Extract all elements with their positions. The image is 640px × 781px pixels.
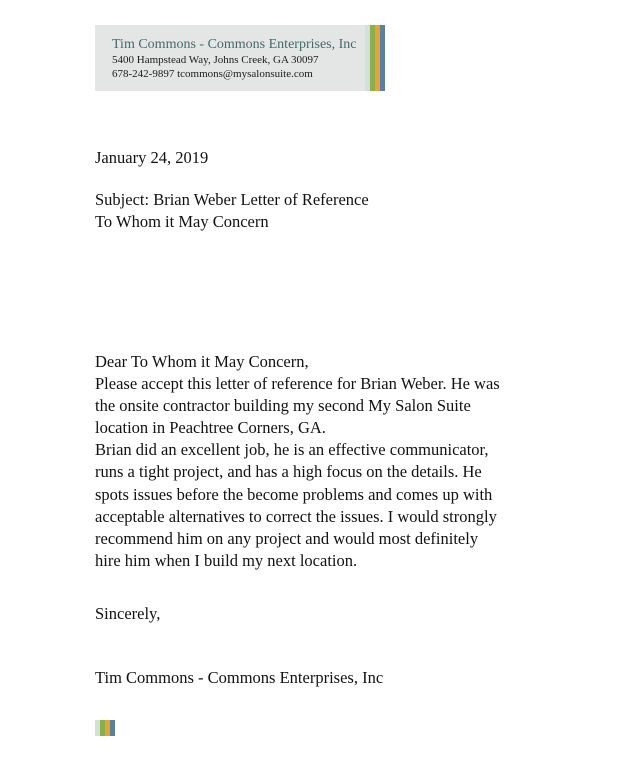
body-line: Brian did an excellent job, he is an effective communicator, xyxy=(95,440,489,459)
letter-subject: Subject: Brian Weber Letter of Reference xyxy=(95,190,369,209)
body-line: the onsite contractor building my second My Salon Suite xyxy=(95,396,471,415)
body-line: spots issues before the become problems and comes up with xyxy=(95,485,493,504)
body-line: hire him when I build my next location. xyxy=(95,551,358,570)
body-line: location in Peachtree Corners, GA. xyxy=(95,418,326,437)
letterhead xyxy=(95,25,385,91)
letter-recipient: To Whom it May Concern xyxy=(95,212,269,231)
body-line: acceptable alternatives to correct the issues. I would strongly xyxy=(95,507,497,526)
footer-stripe-blue xyxy=(110,720,115,736)
letter-closing: Sincerely, xyxy=(95,604,161,623)
footer-color-mark xyxy=(95,720,115,736)
body-line: recommend him on any project and would most definitely xyxy=(95,529,479,548)
letterhead-company-name: Tim Commons - Commons Enterprises, Inc xyxy=(112,37,357,52)
letterhead-address: 5400 Hampstead Way, Johns Creek, GA 30097 xyxy=(112,54,319,66)
letter-salutation: Dear To Whom it May Concern, xyxy=(95,352,309,371)
body-line: runs a tight project, and has a high focus on the details. He xyxy=(95,462,482,481)
stripe-blue xyxy=(380,25,385,91)
letterhead-contact: 678-242-9897 tcommons@mysalonsuite.com xyxy=(112,68,313,80)
letterhead-color-stripes xyxy=(365,25,385,91)
body-line: Please accept this letter of reference for Brian Weber. He was xyxy=(95,374,500,393)
letter-date: January 24, 2019 xyxy=(95,148,209,167)
letter-signature: Tim Commons - Commons Enterprises, Inc xyxy=(95,668,384,687)
letterhead-text xyxy=(112,37,357,81)
